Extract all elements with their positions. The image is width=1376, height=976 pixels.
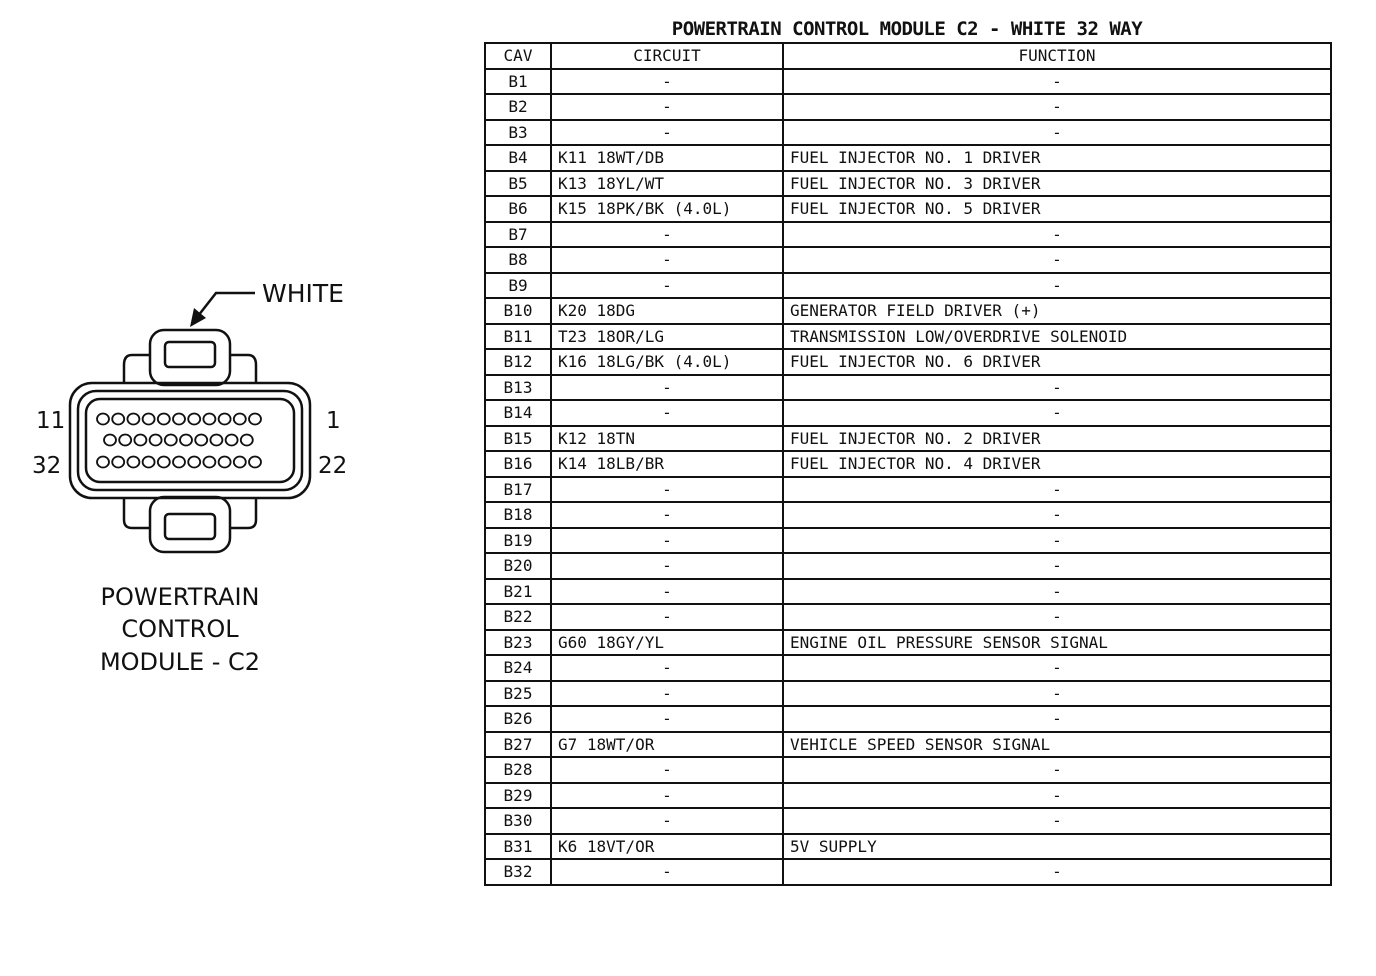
cav-cell: B12 (485, 349, 551, 375)
cav-cell: B14 (485, 400, 551, 426)
pin-hole (249, 414, 261, 425)
table-row (485, 706, 1331, 732)
table-row (485, 451, 1331, 477)
circuit-cell: - (551, 604, 783, 630)
table-row (485, 579, 1331, 605)
circuit-cell: T23 18OR/LG (551, 324, 783, 350)
cav-cell: B32 (485, 859, 551, 885)
circuit-cell: - (551, 757, 783, 783)
function-cell: - (783, 604, 1331, 630)
circuit-cell: - (551, 655, 783, 681)
table-row (485, 859, 1331, 885)
circuit-cell: K14 18LB/BR (551, 451, 783, 477)
pin-hole (150, 435, 162, 446)
table-row (485, 757, 1331, 783)
pin-hole (203, 414, 215, 425)
table-row (485, 298, 1331, 324)
pin-hole (97, 457, 109, 468)
circuit-cell: - (551, 706, 783, 732)
table-row (485, 349, 1331, 375)
top-left-ear (124, 355, 150, 384)
caption-line-1: POWERTRAIN (100, 583, 260, 611)
circuit-cell: - (551, 681, 783, 707)
function-cell: - (783, 706, 1331, 732)
function-cell: - (783, 477, 1331, 503)
circuit-cell: G60 18GY/YL (551, 630, 783, 656)
caption-line-3: MODULE - C2 (99, 648, 261, 676)
circuit-cell: - (551, 69, 783, 95)
circuit-cell: K12 18TN (551, 426, 783, 452)
pin-hole (195, 435, 207, 446)
table-row (485, 94, 1331, 120)
table-row (485, 732, 1331, 758)
pin-hole (234, 457, 246, 468)
pin-hole (188, 414, 200, 425)
function-cell: - (783, 502, 1331, 528)
cav-cell: B3 (485, 120, 551, 146)
circuit-cell: - (551, 528, 783, 554)
table-title: POWERTRAIN CONTROL MODULE C2 - WHITE 32 WAY (671, 18, 1143, 40)
cav-cell: B26 (485, 706, 551, 732)
table-row (485, 400, 1331, 426)
circuit-cell: - (551, 553, 783, 579)
top-latch (150, 330, 230, 385)
function-cell: - (783, 757, 1331, 783)
pin-hole (234, 414, 246, 425)
top-latch-window (165, 342, 215, 367)
header-cav: CAV (485, 43, 551, 69)
pin-hole (165, 435, 177, 446)
table-row (485, 477, 1331, 503)
table-row (485, 655, 1331, 681)
pin-hole (112, 414, 124, 425)
function-cell: - (783, 400, 1331, 426)
pin-hole (119, 435, 131, 446)
function-cell: - (783, 808, 1331, 834)
circuit-cell: - (551, 859, 783, 885)
circuit-cell: - (551, 808, 783, 834)
bottom-latch (150, 497, 230, 552)
function-cell: FUEL INJECTOR NO. 5 DRIVER (783, 196, 1331, 222)
cav-cell: B6 (485, 196, 551, 222)
cav-cell: B22 (485, 604, 551, 630)
circuit-cell: K15 18PK/BK (4.0L) (551, 196, 783, 222)
pin-hole (226, 435, 238, 446)
cav-cell: B27 (485, 732, 551, 758)
connector-cavity-frame (86, 399, 294, 482)
circuit-cell: - (551, 502, 783, 528)
cav-cell: B16 (485, 451, 551, 477)
pin-hole (127, 457, 139, 468)
cav-cell: B2 (485, 94, 551, 120)
color-label-leader (198, 293, 255, 316)
function-cell: - (783, 375, 1331, 401)
pin-hole (210, 435, 222, 446)
cav-cell: B30 (485, 808, 551, 834)
pin-hole (249, 457, 261, 468)
circuit-cell: - (551, 94, 783, 120)
cav-cell: B29 (485, 783, 551, 809)
pin-hole (203, 457, 215, 468)
function-cell: FUEL INJECTOR NO. 3 DRIVER (783, 171, 1331, 197)
cav-cell: B11 (485, 324, 551, 350)
circuit-cell: - (551, 247, 783, 273)
cav-cell: B23 (485, 630, 551, 656)
pin-label-1: 1 (326, 408, 341, 434)
bottom-left-ear (124, 497, 150, 528)
table-row (485, 69, 1331, 95)
cav-cell: B21 (485, 579, 551, 605)
function-cell: - (783, 579, 1331, 605)
pin-hole (143, 414, 155, 425)
cav-cell: B20 (485, 553, 551, 579)
connector-diagram (0, 0, 470, 700)
circuit-cell: - (551, 222, 783, 248)
pin-holes (97, 414, 261, 468)
cav-cell: B17 (485, 477, 551, 503)
cav-cell: B8 (485, 247, 551, 273)
function-cell: - (783, 783, 1331, 809)
cav-cell: B19 (485, 528, 551, 554)
table-row (485, 528, 1331, 554)
cav-cell: B7 (485, 222, 551, 248)
function-cell: TRANSMISSION LOW/OVERDRIVE SOLENOID (783, 324, 1331, 350)
circuit-cell: K20 18DG (551, 298, 783, 324)
pin-hole (112, 457, 124, 468)
header-circuit: CIRCUIT (551, 43, 783, 69)
cav-cell: B15 (485, 426, 551, 452)
pinout-table (484, 42, 1332, 886)
table-row (485, 324, 1331, 350)
table-row (485, 502, 1331, 528)
function-cell: FUEL INJECTOR NO. 4 DRIVER (783, 451, 1331, 477)
bottom-right-ear (230, 497, 256, 528)
table-row (485, 808, 1331, 834)
top-right-ear (230, 355, 256, 384)
pin-hole (134, 435, 146, 446)
function-cell: FUEL INJECTOR NO. 6 DRIVER (783, 349, 1331, 375)
table-row (485, 222, 1331, 248)
table-row (485, 375, 1331, 401)
cav-cell: B9 (485, 273, 551, 299)
cav-cell: B31 (485, 834, 551, 860)
pin-hole (158, 457, 170, 468)
pin-hole (188, 457, 200, 468)
function-cell: - (783, 655, 1331, 681)
pin-hole (158, 414, 170, 425)
table-row (485, 834, 1331, 860)
table-row (485, 145, 1331, 171)
function-cell: 5V SUPPLY (783, 834, 1331, 860)
table-row (485, 247, 1331, 273)
cav-cell: B5 (485, 171, 551, 197)
cav-cell: B24 (485, 655, 551, 681)
pin-hole (219, 457, 231, 468)
caption-line-2: CONTROL (121, 615, 239, 643)
cav-cell: B4 (485, 145, 551, 171)
cav-cell: B25 (485, 681, 551, 707)
function-cell: - (783, 273, 1331, 299)
function-cell: GENERATOR FIELD DRIVER (+) (783, 298, 1331, 324)
function-cell: - (783, 247, 1331, 273)
pin-label-11: 11 (36, 408, 66, 434)
circuit-cell: G7 18WT/OR (551, 732, 783, 758)
function-cell: VEHICLE SPEED SENSOR SIGNAL (783, 732, 1331, 758)
circuit-cell: - (551, 579, 783, 605)
table-row (485, 196, 1331, 222)
circuit-cell: - (551, 400, 783, 426)
function-cell: - (783, 120, 1331, 146)
table-row (485, 630, 1331, 656)
pin-hole (219, 414, 231, 425)
function-cell: - (783, 553, 1331, 579)
pin-hole (180, 435, 192, 446)
function-cell: - (783, 528, 1331, 554)
circuit-cell: - (551, 120, 783, 146)
pin-hole (127, 414, 139, 425)
header-function: FUNCTION (783, 43, 1331, 69)
circuit-cell: K11 18WT/DB (551, 145, 783, 171)
cav-cell: B28 (485, 757, 551, 783)
connector-body-inner (78, 391, 302, 490)
cav-cell: B18 (485, 502, 551, 528)
circuit-cell: - (551, 783, 783, 809)
table-row (485, 120, 1331, 146)
pin-label-32: 32 (32, 453, 62, 479)
pin-hole (97, 414, 109, 425)
table-row (485, 171, 1331, 197)
circuit-cell: K16 18LG/BK (4.0L) (551, 349, 783, 375)
pin-hole (173, 414, 185, 425)
function-cell: - (783, 681, 1331, 707)
circuit-cell: - (551, 273, 783, 299)
table-row (485, 681, 1331, 707)
pin-hole (104, 435, 116, 446)
table-row (485, 604, 1331, 630)
function-cell: FUEL INJECTOR NO. 1 DRIVER (783, 145, 1331, 171)
bottom-latch-window (165, 514, 215, 539)
circuit-cell: - (551, 375, 783, 401)
table-row (485, 426, 1331, 452)
pin-hole (143, 457, 155, 468)
color-label: WHITE (262, 279, 344, 308)
circuit-cell: - (551, 477, 783, 503)
table-row (485, 783, 1331, 809)
cav-cell: B1 (485, 69, 551, 95)
cav-cell: B10 (485, 298, 551, 324)
header-row (485, 43, 1331, 69)
function-cell: - (783, 222, 1331, 248)
pin-hole (241, 435, 253, 446)
table-row (485, 273, 1331, 299)
function-cell: - (783, 859, 1331, 885)
cav-cell: B13 (485, 375, 551, 401)
pin-label-22: 22 (318, 453, 348, 479)
function-cell: - (783, 69, 1331, 95)
table-row (485, 553, 1331, 579)
function-cell: ENGINE OIL PRESSURE SENSOR SIGNAL (783, 630, 1331, 656)
pin-hole (173, 457, 185, 468)
function-cell: FUEL INJECTOR NO. 2 DRIVER (783, 426, 1331, 452)
circuit-cell: K6 18VT/OR (551, 834, 783, 860)
function-cell: - (783, 94, 1331, 120)
circuit-cell: K13 18YL/WT (551, 171, 783, 197)
